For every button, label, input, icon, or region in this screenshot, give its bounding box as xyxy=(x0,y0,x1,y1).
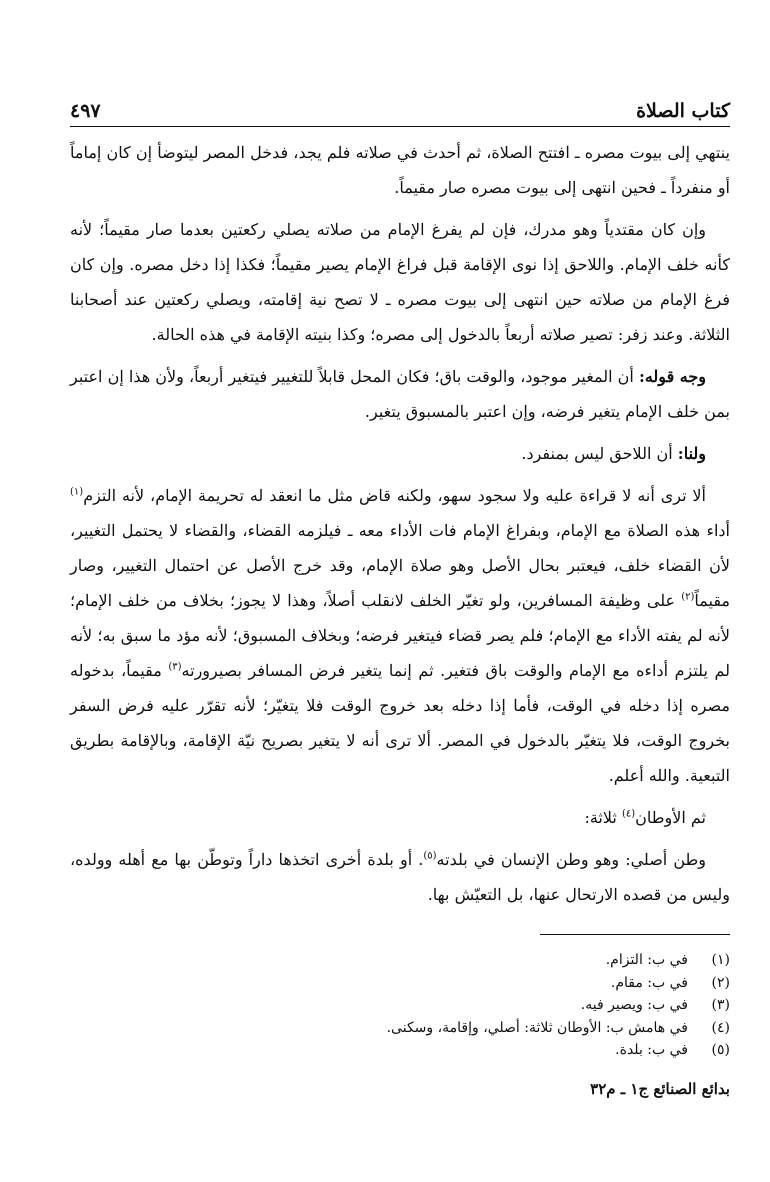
paragraph-wajh xyxy=(70,359,730,429)
paragraph: ينتهي إلى بيوت مصره ـ افتتح الصلاة، ثم أحدث في صلاته فلم يجد، فدخل المصر ليتوضأ إن كان إماماً أو منفرداً ـ فحين انتهى إلى بيوت مصره صار مقيماً. xyxy=(70,143,730,197)
footnote-text: في ب: بلدة. xyxy=(615,1042,688,1058)
paragraph-awtan xyxy=(70,800,730,835)
footnote-marker: (٥) xyxy=(423,850,437,862)
book-page xyxy=(70,90,730,1182)
footnote-text: في ب: مقام. xyxy=(610,974,688,991)
paragraph-text: مقيماً، بدخوله مصره إذا دخله في الوقت، فأما إذا دخله بعد خروج الوقت فلا يتغيّر؛ لأنه تقرّر عليه فرض السفر بخروج الوقت، فلا يتغيّر بالدخول في المصر. ألا ترى أنه لا يتغير بصريح نيّة الإقامة، وبالإقامة بطريق التبعية. والله أعلم. xyxy=(70,661,730,785)
printer-signature: بدائع الصنائع ج١ ـ م٣٢ xyxy=(590,1080,730,1098)
footnote-marker: (٢) xyxy=(681,591,695,603)
footnote-marker: (١) xyxy=(70,486,84,498)
footnote-number: (٣) xyxy=(711,997,730,1013)
paragraph-text: أن المغير موجود، والوقت باق؛ فكان المحل قابلاً للتغيير فيتغير أربعاً، ولأن هذا إن اعتبر بمن خلف الإمام يتغير فرضه، وإن اعتبر بالمسبوق يتغير. xyxy=(70,367,730,421)
footnote-marker: (٣) xyxy=(168,661,182,673)
page-number: ٤٩٧ xyxy=(70,100,101,122)
paragraph-text: على وظيفة المسافرين، ولو تغيّر الخلف لانقلب أصلاً، وهذا لا يجوز؛ بخلاف من خلف الإمام؛ لأنه لم يفته الأداء مع الإمام؛ فلم يصر قضاء فيتغير فرضه؛ وبخلاف المسبوق؛ لأنه مؤد ما سبق به؛ لأنه لم يلتزم أداءه مع الإمام والوقت باق فتغير. ثم إنما يتغير فرض المسافر بصيرورته xyxy=(70,591,731,680)
footnote-text: في ب: ويصير فيه. xyxy=(580,997,688,1013)
footnote xyxy=(70,972,730,995)
footnote-number: (١) xyxy=(711,952,730,968)
footnotes xyxy=(70,949,730,1062)
paragraph: وإن كان مقتدياً وهو مدرك، فإن لم يفرغ الإمام من صلاته يصلي ركعتين بعدما صار مقيماً؛ لأنه كأنه خلف الإمام. واللاحق إذا نوى الإقامة قبل فراغ الإمام يصير مقيماً؛ فكذا إذا دخل مصره. وإن كان فرغ الإمام من صلاته حين انتهى إلى بيوت مصره ـ لا تصح نية إقامته، ويصلي ركعتين عند أصحابنا الثلاثة. وعند زفر: تصير صلاته أربعاً بالدخول إلى مصره؛ وكذا بنيته الإقامة في هذه الحالة. xyxy=(70,220,730,344)
paragraph-text: وطن أصلي: وهو وطن الإنسان في بلدته xyxy=(436,850,706,869)
footnote xyxy=(70,1017,730,1040)
paragraph-text: ثم الأوطان xyxy=(635,808,706,827)
paragraph-walana xyxy=(70,436,730,471)
paragraph-lead: ولنا: xyxy=(677,444,706,463)
footnote-text: في ب: التزام. xyxy=(605,952,688,968)
paragraph-lead: وجه قوله: xyxy=(638,367,706,386)
footnote-number: (٥) xyxy=(711,1042,730,1058)
paragraph-text: ألا ترى أنه لا قراءة عليه ولا سجود سهو، ولكنه قاض مثل ما انعقد له تحريمة الإمام، لأنه التزم xyxy=(83,486,706,505)
footnote xyxy=(70,949,730,972)
footnote-number: (٢) xyxy=(711,974,730,991)
paragraph-watan-asli xyxy=(70,842,730,912)
paragraph-text: أداء هذه الصلاة مع الإمام، وبفراغ الإمام فات الأداء معه ـ فيلزمه القضاء، والقضاء لا يحتمل التغيير، لأن القضاء خلف، فيعتبر بحال الأصل وهو صلاة الإمام، وقد خرج الأصل عن احتمال التغيير، وصار مقيماً xyxy=(70,521,730,610)
footnote-number: (٤) xyxy=(711,1019,730,1036)
footnote xyxy=(70,994,730,1017)
main-text xyxy=(70,135,730,912)
footnote-marker: (٤) xyxy=(621,808,636,820)
paragraph-text: أن اللاحق ليس بمنفرد. xyxy=(521,444,678,463)
running-title: كتاب الصلاة xyxy=(636,100,730,122)
footnote xyxy=(70,1039,730,1062)
footnote-rule xyxy=(540,934,730,935)
page-header xyxy=(70,90,730,122)
paragraph-text: . أو بلدة أخرى اتخذها داراً وتوطّن بها مع أهله وولده، وليس من قصده الارتحال عنها، بل التعيّش بها. xyxy=(70,850,730,904)
footnote-text: في هامش ب: الأوطان ثلاثة: أصلي، وإقامة، وسكنى. xyxy=(386,1019,688,1036)
paragraph-ala-tara xyxy=(70,478,730,793)
header-rule xyxy=(70,126,730,127)
paragraph-text: ثلاثة: xyxy=(584,808,622,827)
